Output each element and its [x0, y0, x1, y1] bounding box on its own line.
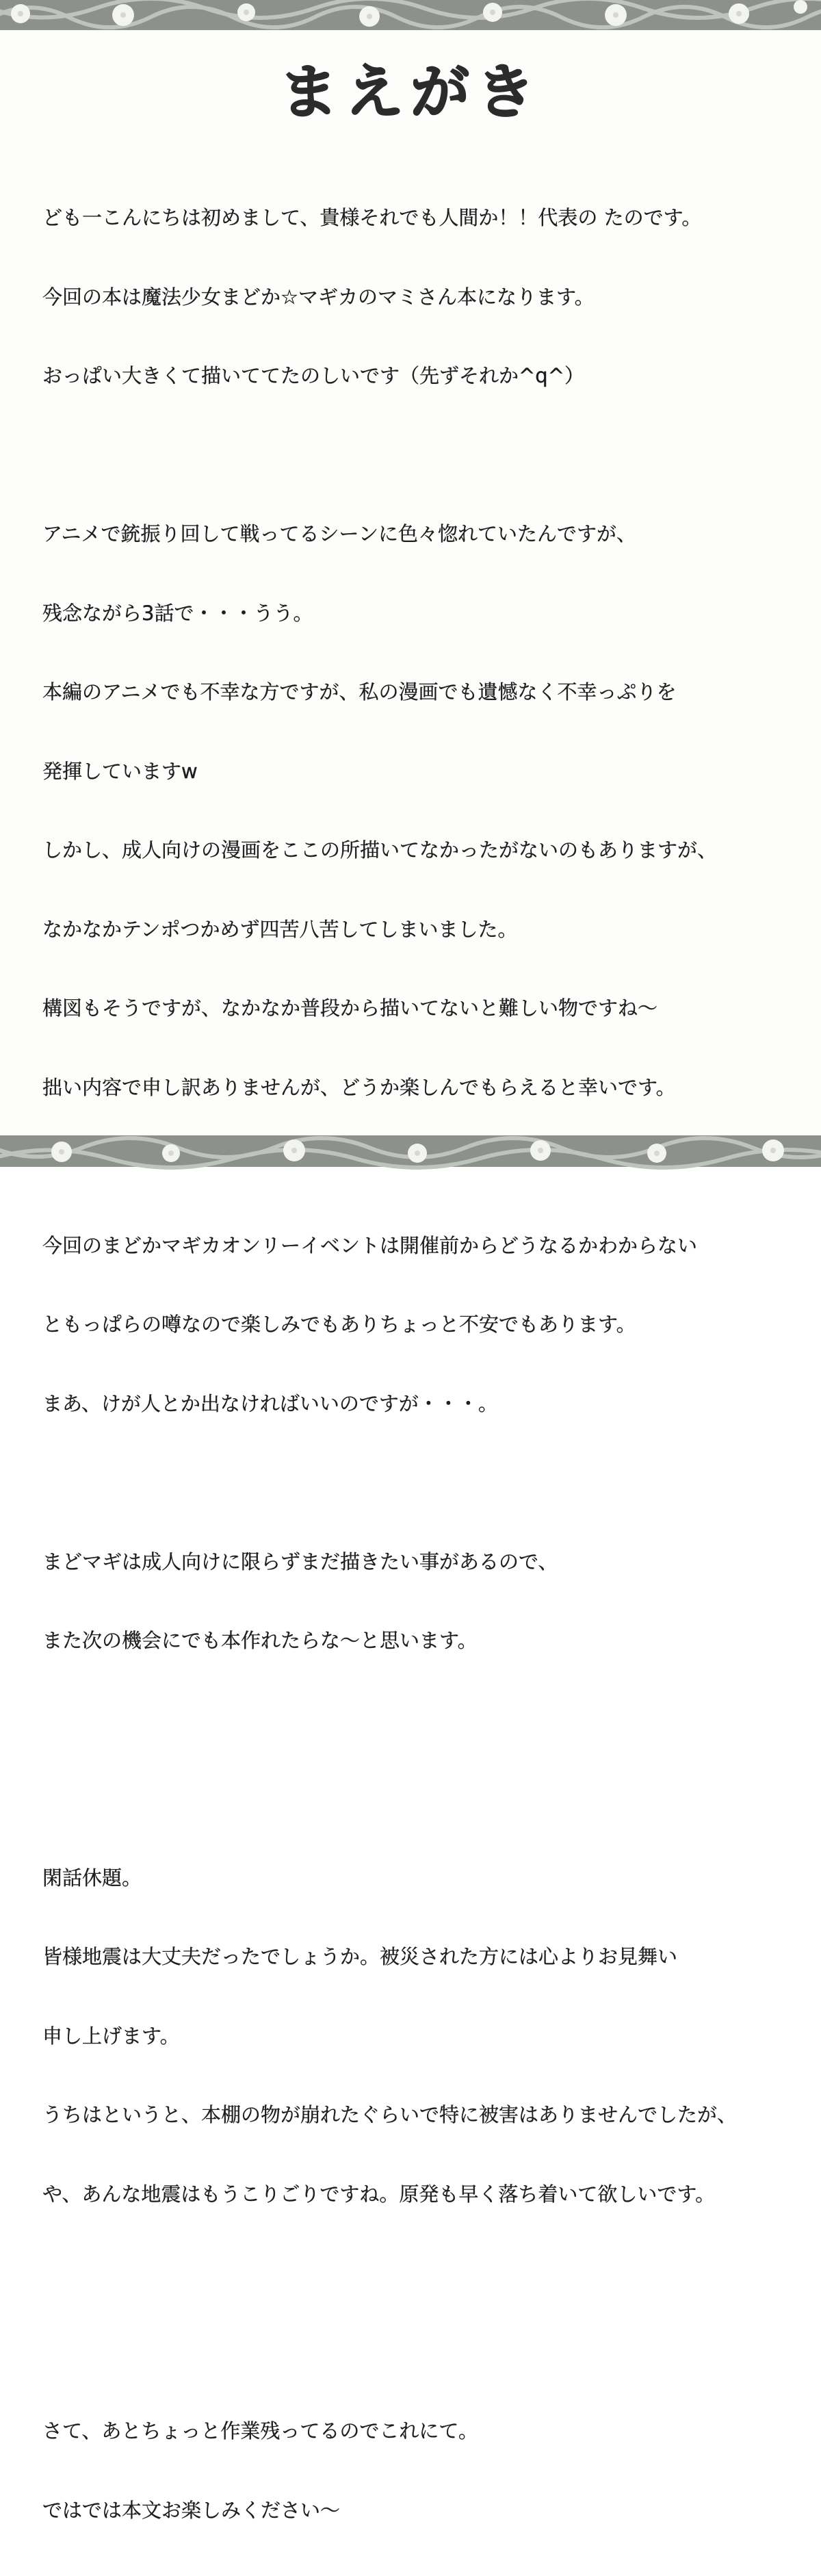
blank-line — [42, 1469, 802, 1496]
text-line: さて、あとちょっと作業残ってるのでこれにて。 — [42, 2419, 478, 2443]
text-line: 今回の本は魔法少女まどか☆マギカのマミさん本になります。 — [42, 285, 595, 309]
text-line: 皆様地震は大丈夫だったでしょうか。被災された方には心よりお見舞い — [42, 1945, 678, 1968]
text-line: 拙い内容で申し訳ありませんが、どうか楽しんでもらえると幸いです。 — [42, 1075, 676, 1099]
blank-line — [42, 1707, 802, 1734]
text-line: 本編のアニメでも不幸な方ですが、私の漫画でも遺憾なく不幸っぷりを — [42, 680, 677, 704]
decorative-border-bottom — [0, 1135, 821, 1167]
text-line: まあ、けが人とか出なければいいのですが・・・。 — [42, 1391, 498, 1415]
text-line: また次の機会にでも本作れたらな～と思います。 — [42, 1629, 478, 1652]
text-line: ども一こんにちは初めまして、貴様それでも人間か！！代表の たのです。 — [42, 206, 702, 229]
text-line: 構図もそうですが、なかなか普段から描いてないと難しい物ですね～ — [42, 996, 658, 1020]
blank-line — [42, 1786, 802, 1812]
floral-pattern-bottom — [0, 1135, 821, 1167]
text-line: しかし、成人向けの漫画をここの所描いてなかったがないのもありますが、 — [42, 838, 718, 862]
body-text — [42, 152, 802, 2576]
text-line: まどマギは成人向けに限らずまだ描きたい事があるので、 — [42, 1549, 558, 1573]
text-line: 今回のまどかマギカオンリーイベントは開催前からどうなるかわからない — [42, 1233, 698, 1257]
page-title: まえがき — [279, 58, 542, 127]
text-line: なかなかテンポつかめず四苦八苦してしまいました。 — [42, 917, 518, 941]
floral-pattern-top — [0, 0, 821, 30]
text-line: ではでは本文お楽しみください～ — [42, 2498, 341, 2522]
text-line: 閑話休題。 — [42, 1866, 142, 1890]
blank-line — [42, 2339, 802, 2366]
text-line: 残念ながら3話で・・・うう。 — [42, 601, 313, 625]
text-line: ともっぱらの噂なので楽しみでもありちょっと不安でもあります。 — [42, 1313, 636, 1336]
text-line: おっぱい大きくて描いててたのしいです（先ずそれか^q^） — [42, 364, 585, 387]
text-line: アニメで銃振り回して戦ってるシーンに色々惚れていたんですが、 — [42, 522, 636, 545]
text-line: 申し上げます。 — [42, 2024, 180, 2048]
blank-line — [42, 442, 802, 469]
blank-line — [42, 2260, 802, 2287]
text-line: 発揮していますw — [42, 759, 198, 783]
decorative-border-top — [0, 0, 821, 30]
text-line: や、あんな地震はもうこりごりですね。原発も早く落ち着いて欲しいです。 — [42, 2182, 716, 2206]
text-line: うちはというと、本棚の物が崩れたぐらいで特に被害はありませんでしたが、 — [42, 2103, 738, 2126]
